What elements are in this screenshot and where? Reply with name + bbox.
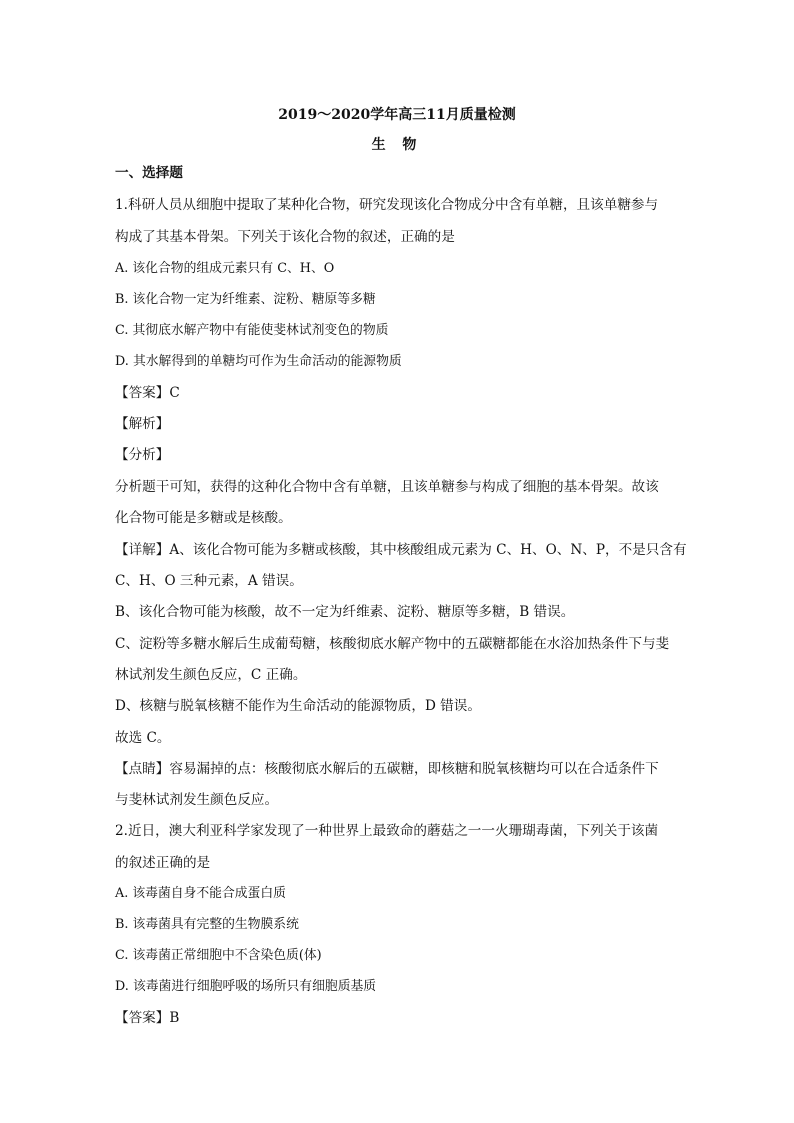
q1-explanation-d: D、核糖与脱氧核糖不能作为生命活动的能源物质，D 错误。 xyxy=(115,698,481,714)
q1-stem-line-2: 构成了其基本骨架。下列关于该化合物的叙述，正确的是 xyxy=(115,229,455,245)
q2-stem-line-1: 2.近日，澳大利亚科学家发现了一种世界上最致命的蘑菇之一一火珊瑚毒菌，下列关于该菌 xyxy=(115,823,659,839)
q1-dianjing-line-2: 与斐林试剂发生颜色反应。 xyxy=(115,792,279,808)
q1-option-c: C. 其彻底水解产物中有能使斐林试剂变色的物质 xyxy=(115,323,389,338)
q1-answer: 【答案】C xyxy=(115,385,180,401)
q1-explanation-c-line-2: 林试剂发生颜色反应，C 正确。 xyxy=(115,667,307,683)
subject-title: 生 物 xyxy=(371,137,423,153)
document-title: 2019～2020学年高三11月质量检测 xyxy=(278,107,516,123)
q1-option-d: D. 其水解得到的单糖均可作为生命活动的能源物质 xyxy=(115,354,402,369)
q2-answer: 【答案】B xyxy=(115,1010,180,1026)
q1-xiangjie-line-2: C、H、O 三种元素，A 错误。 xyxy=(115,573,303,589)
q1-option-b: B. 该化合物一定为纤维素、淀粉、糖原等多糖 xyxy=(115,292,376,307)
q1-fenxi-line-1: 分析题干可知，获得的这种化合物中含有单糖，且该单糖参与构成了细胞的基本骨架。故该 xyxy=(115,479,659,495)
q1-final-choice: 故选 C。 xyxy=(115,730,171,746)
q1-jiexi-heading: 【解析】 xyxy=(115,416,170,432)
q1-fenxi-heading: 【分析】 xyxy=(115,447,170,463)
q1-option-a: A. 该化合物的组成元素只有 C、H、O xyxy=(115,261,335,276)
q2-stem-line-2: 的叙述正确的是 xyxy=(115,855,211,871)
q2-option-d: D. 该毒菌进行细胞呼吸的场所只有细胞质基质 xyxy=(115,979,377,994)
q2-option-b: B. 该毒菌具有完整的生物膜系统 xyxy=(115,917,299,932)
q2-option-a: A. 该毒菌自身不能合成蛋白质 xyxy=(115,886,286,901)
q1-xiangjie-line-1: 【详解】A、该化合物可能为多糖或核酸，其中核酸组成元素为 C、H、O、N、P，不是只含有 xyxy=(115,542,687,558)
q1-stem-line-1: 1.科研人员从细胞中提取了某种化合物，研究发现该化合物成分中含有单糖，且该单糖参与 xyxy=(115,197,659,213)
q1-explanation-b: B、该化合物可能为核酸，故不一定为纤维素、淀粉、糖原等多糖，B 错误。 xyxy=(115,604,575,620)
q1-fenxi-line-2: 化合物可能是多糖或是核酸。 xyxy=(115,510,292,526)
q1-dianjing-line-1: 【点睛】容易漏掉的点：核酸彻底水解后的五碳糖，即核糖和脱氧核糖均可以在合适条件下 xyxy=(115,761,659,777)
q2-option-c: C. 该毒菌正常细胞中不含染色质(体) xyxy=(115,948,322,963)
q1-explanation-c-line-1: C、淀粉等多糖水解后生成葡萄糖，核酸彻底水解产物中的五碳糖都能在水浴加热条件下与斐 xyxy=(115,636,670,652)
section-heading: 一、选择题 xyxy=(115,165,183,181)
